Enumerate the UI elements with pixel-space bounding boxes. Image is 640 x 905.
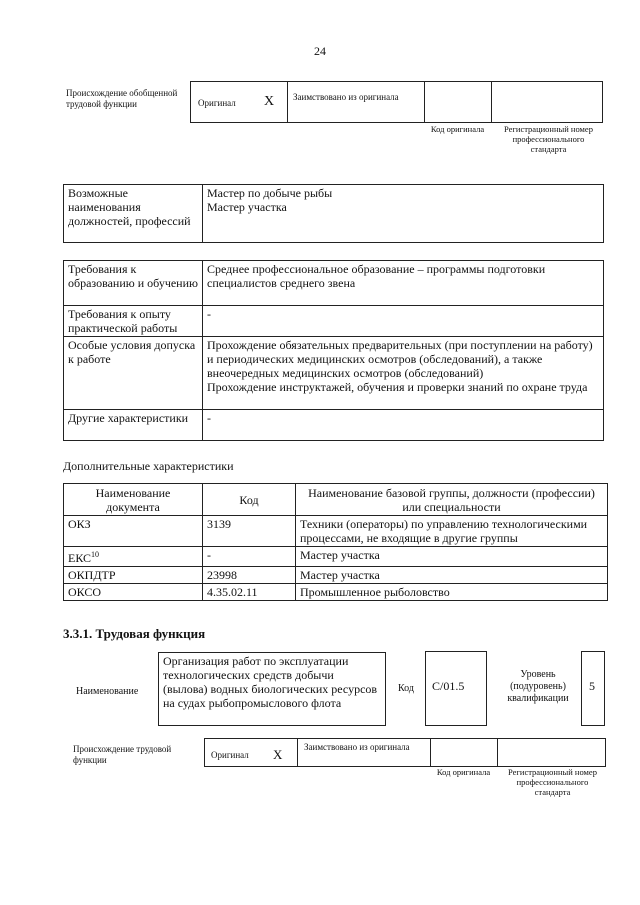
code-caption: Код оригинала [436, 767, 491, 777]
req-label: Другие характеристики [64, 410, 203, 441]
req-label: Требования к опыту практической работы [64, 306, 203, 337]
cell-name: Промышленное рыболовство [296, 584, 608, 601]
function-name-label: Наименование [76, 686, 139, 697]
origin-label: Происхождение трудовой функции [73, 744, 172, 765]
level-label: Уровень (подуровень) квалификации [507, 669, 569, 704]
requirements-table [63, 260, 604, 441]
origin-borrowed-label: Заимствовано из оригинала [304, 742, 410, 752]
origin-label: Происхождение обобщенной трудовой функции [66, 88, 178, 109]
divider [424, 81, 425, 123]
req-label: Особые условия допуска к работе [64, 337, 203, 410]
additional-title: Дополнительные характеристики [63, 459, 234, 473]
origin-borrowed-label: Заимствовано из оригинала [293, 92, 399, 102]
positions-label: Возможные наименования должностей, профессий [64, 185, 203, 243]
cell-doc: ОКСО [64, 584, 203, 601]
divider [491, 81, 492, 123]
divider [297, 738, 298, 767]
page-number: 24 [314, 44, 326, 58]
col-header: Наименование базовой группы, должности (профессии) или специальности [296, 484, 608, 516]
cell-name: Мастер участка [296, 567, 608, 584]
function-code-label: Код [398, 683, 414, 694]
cell-doc [64, 547, 203, 567]
req-value: - [203, 410, 604, 441]
function-heading: 3.3.1. Трудовая функция [63, 626, 206, 641]
cell-name: Мастер участка [296, 547, 608, 567]
reg-caption: Регистрационный номер профессионального стандарта [508, 767, 597, 797]
cell-name: Техники (операторы) по управлению технологическими процессами, не входящие в другие группы [296, 516, 608, 547]
position-1: Мастер по добыче рыбы [207, 186, 333, 200]
reg-caption: Регистрационный номер профессионального стандарта [504, 124, 593, 154]
footnote-ref: 10 [91, 550, 100, 559]
positions-table [63, 184, 604, 243]
col-header: Наименование документа [64, 484, 203, 516]
req-label: Требования к образованию и обучению [64, 261, 203, 306]
code-caption: Код оригинала [430, 124, 485, 134]
cell-code: 23998 [203, 567, 296, 584]
origin-original-label: Оригинал [211, 750, 249, 760]
origin-original-label: Оригинал [198, 98, 236, 108]
divider [287, 81, 288, 123]
req-value-part: Прохождение инструктажей, обучения и проверки знаний по охране труда [207, 380, 588, 394]
doc-name: ЕКС [68, 551, 92, 565]
cell-code: 4.35.02.11 [203, 584, 296, 601]
function-name-value: Организация работ по эксплуатации технологических средств добычи (вылова) водных биологических ресурсов на судах рыбопромыслового флота [158, 652, 386, 726]
level-value: 5 [589, 679, 595, 693]
req-value [203, 337, 604, 410]
origin-mark: X [264, 94, 275, 109]
function-code-value: С/01.5 [432, 679, 465, 693]
req-value: - [203, 306, 604, 337]
origin-mark: X [273, 747, 283, 762]
divider [430, 738, 431, 767]
divider [497, 738, 498, 767]
cell-code: 3139 [203, 516, 296, 547]
cell-code: - [203, 547, 296, 567]
position-2: Мастер участка [207, 200, 287, 214]
col-header: Код [203, 484, 296, 516]
cell-doc: ОКЗ [64, 516, 203, 547]
additional-table [63, 483, 608, 601]
cell-doc: ОКПДТР [64, 567, 203, 584]
positions-value [203, 185, 604, 243]
req-value: Среднее профессиональное образование – программы подготовки специалистов среднего звена [203, 261, 604, 306]
req-value-part: Прохождение обязательных предварительных (при поступлении на работу) и периодических медицинских осмотров (обследований), а также внеочередных медицинских осмотров (обследований) [207, 338, 593, 380]
